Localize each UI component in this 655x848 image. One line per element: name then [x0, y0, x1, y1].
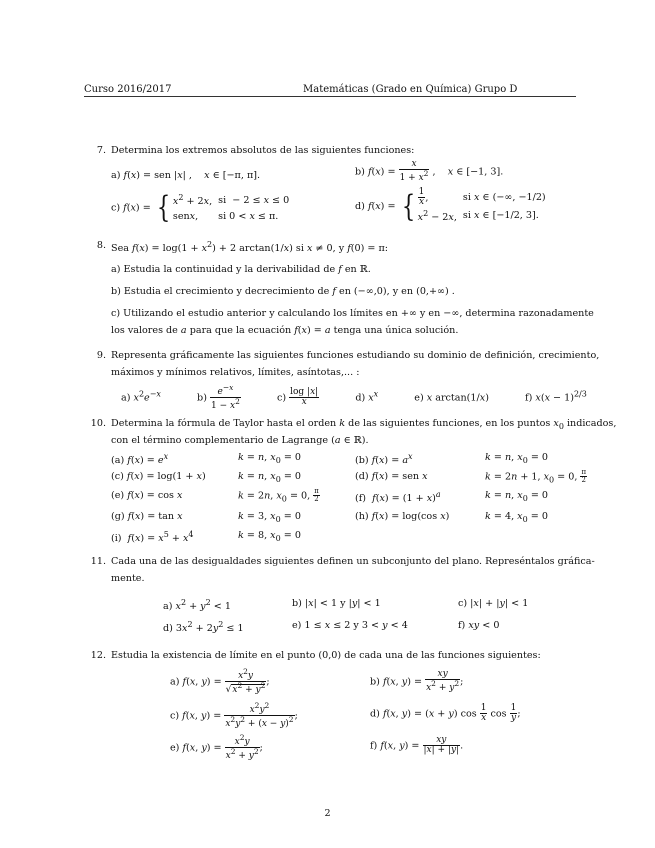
taylor-g-params: k = 3, $x_0 = 0$ [238, 511, 301, 524]
problem-9-line2: máximos y mínimos relativos, límites, asíntotas,... : [111, 367, 360, 378]
problem-8c-line1: c) Utilizando el estudio anterior y calculando los límites en +∞ y en −∞, determina razonadamente [111, 308, 594, 319]
page-number: 2 [324, 808, 331, 819]
taylor-d-params: k = 2n + 1, $x_0 = 0$, $\frac{\pi}{2}$ [485, 468, 587, 485]
problem-12-text: Estudia la existencia de límite en el punto (0,0) de cada una de las funciones siguientes: [111, 650, 541, 661]
ineq-e: e) 1 ≤ x ≤ 2 y 3 < y < 4 [292, 620, 408, 631]
problem-9-number: 9. [96, 350, 106, 361]
taylor-c-params: k = n, $x_0 = 0$ [238, 471, 302, 484]
taylor-f: (f) $f(x) = (1 + x)^a$ [355, 490, 441, 505]
problem-9-line1: Representa gráficamente las siguientes funciones estudiando su dominio de definición, crecimiento, [111, 350, 600, 361]
limit-f: f) f(x, y) = $\frac{xy}{|x| + |y|}$ . [370, 735, 464, 756]
problem-10-line1: Determina la fórmula de Taylor hasta el orden k de las siguientes funciones, en los puntos $x_0$ indicados, [111, 418, 617, 431]
taylor-e: (e) f(x) = cos x [111, 490, 183, 501]
problem-8a-end: en ℝ. [344, 264, 371, 275]
problem-10-text-c: indicados, [566, 418, 617, 429]
taylor-d: (d) f(x) = sen x [355, 471, 428, 482]
problem-10-text-a: Determina la fórmula de Taylor hasta el orden [111, 418, 337, 429]
problem-7d: d) f(x) = { $\frac{1}{x}$ , si x ∈ (−∞, −1/2) $x^2 - 2x$, si x ∈ [−1/2, 3]. [355, 187, 546, 224]
taylor-i: (i) $f(x) = x^5 + x^4$ [111, 530, 194, 545]
problem-8b: b) Estudia el crecimiento y decrecimiento de f en (−∞,0), y en (0,+∞) . [111, 286, 455, 297]
ineq-a: a) $x^2 + y^2 < 1$ [163, 598, 231, 613]
ineq-c: c) |x| + |y| < 1 [458, 598, 529, 609]
ineq-b: b) |x| < 1 y |y| < 1 [292, 598, 381, 609]
problem-10-text-d: con el término complementario de Lagrange [111, 435, 329, 446]
problem-8a-text: a) Estudia la continuidad y la derivabilidad de [111, 264, 336, 275]
problem-10-line2: con el término complementario de Lagrange (a ∈ ℝ). [111, 435, 369, 446]
problem-7-number: 7. [96, 145, 106, 156]
ineq-d: d) $3x^2 + 2y^2 \le 1$ [163, 620, 244, 635]
taylor-h-params: k = 4, $x_0 = 0$ [485, 511, 548, 524]
problem-8c-text-c: tenga una única solución. [333, 325, 459, 336]
problem-8b-text: b) Estudia el crecimiento y decrecimiento de [111, 286, 330, 297]
taylor-g: (g) f(x) = tan x [111, 511, 183, 522]
problem-7b: b) f(x) = $\frac{x}{1 + x^2}$ , x ∈ [−1, 3]. [355, 159, 504, 184]
taylor-f-params: k = n, $x_0 = 0$ [485, 490, 549, 503]
problem-8c-text-a: los valores de [111, 325, 178, 336]
problem-10-number: 10. [90, 418, 106, 429]
taylor-e-params: k = 2n, $x_0 = 0$, $\frac{\pi}{2}$ [238, 487, 319, 504]
taylor-b: (b) $f(x) = a^x$ [355, 452, 413, 467]
limit-e: e) f(x, y) = $\frac{x^2y}{x^2 + y^2}$ ; [170, 733, 263, 762]
taylor-h: (h) f(x) = log(cos x) [355, 511, 450, 522]
problem-7a: a) f(x) = sen |x| , x ∈ [−π, π]. [111, 170, 261, 181]
problem-8b-end: en (−∞,0), y en (0,+∞) . [339, 286, 455, 297]
problem-8c-text-b: para que la ecuación [189, 325, 292, 336]
header-subject: Matemáticas (Grado en Química) Grupo D [303, 84, 518, 95]
problem-11-line2: mente. [111, 573, 145, 584]
problem-8c-line2: los valores de a para que la ecuación f(x) = a tenga una única solución. [111, 325, 459, 336]
header-course: Curso 2016/2017 [84, 84, 172, 95]
limit-a: a) f(x, y) = $\frac{x^2y}{√x^2 + y^2}$ ; [170, 667, 270, 696]
taylor-i-params: k = 8, $x_0 = 0$ [238, 530, 301, 543]
header-rule [84, 96, 576, 97]
limit-d: d) f(x, y) = (x + y) cos $\frac{1}{x}$ cos $\frac{1}{y}$ ; [370, 703, 521, 724]
taylor-c: (c) f(x) = log(1 + x) [111, 471, 206, 482]
problem-9-functions: a) $x^2e^{-x}$ b) $\frac{e^{-x}}{1 - x^2}$ c) $\frac{\log |x|}{x}$ d) $x^x$ e) x arctan(1/x) f) $x(x - 1)^{2/3}$ [121, 383, 587, 412]
problem-11-number: 11. [90, 556, 106, 567]
problem-10-text-b: de las siguientes funciones, en los puntos [348, 418, 551, 429]
taylor-b-params: k = n, $x_0 = 0$ [485, 452, 549, 465]
problem-7-text: Determina los extremos absolutos de las siguientes funciones: [111, 145, 415, 156]
problem-12-number: 12. [90, 650, 106, 661]
problem-8-number: 8. [96, 240, 106, 251]
taylor-a-params: k = n, $x_0 = 0$ [238, 452, 302, 465]
problem-11-line1: Cada una de las desigualdades siguientes definen un subconjunto del plano. Represéntalos gráfica- [111, 556, 595, 567]
problem-8a: a) Estudia la continuidad y la derivabilidad de f en ℝ. [111, 264, 371, 275]
limit-c: c) f(x, y) = $\frac{x^2y^2}{x^2y^2 + (x - y)^2}$ ; [170, 701, 298, 730]
problem-8-text: Sea $f(x) = \log(1 + x^2) + 2$ arctan(1/x) si x ≠ 0, y f(0) = π: [111, 240, 389, 255]
ineq-f: f) xy < 0 [458, 620, 500, 631]
problem-7c: c) f(x) = { $x^2 + 2x$, si − 2 ≤ x ≤ 0 senx, si 0 < x ≤ π. [111, 189, 290, 225]
limit-b: b) f(x, y) = $\frac{xy}{x^2 + y^2}$ ; [370, 669, 464, 694]
taylor-a: (a) $f(x) = e^x$ [111, 452, 169, 467]
